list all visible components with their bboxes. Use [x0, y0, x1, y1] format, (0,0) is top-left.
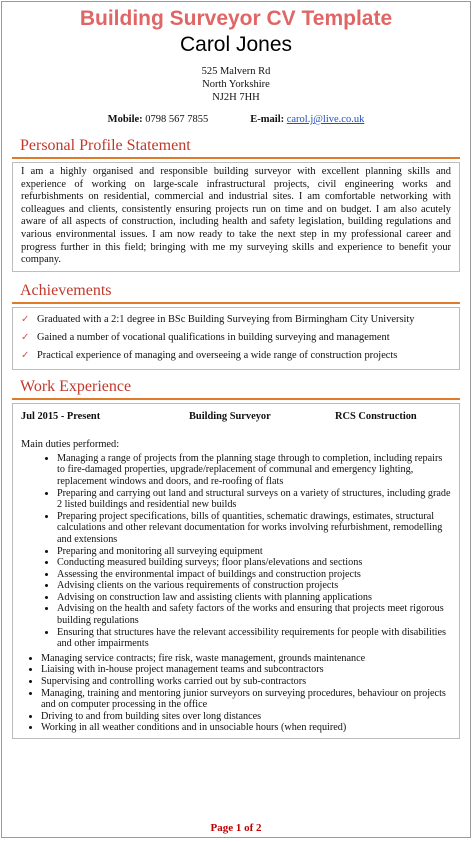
email-link[interactable]: carol.j@live.co.uk	[286, 114, 365, 125]
duty-item: • Advising clients on the various requirements of construction projects	[57, 580, 451, 592]
duty-item: • Managing service contracts; fire risk, waste management, grounds maintenance	[41, 653, 451, 665]
contact-row	[2, 113, 470, 126]
checkmark-icon: ✓	[21, 331, 30, 343]
duty-item: • Working in all weather conditions and in unsociable hours (when required)	[41, 722, 451, 734]
duties-list-secondary	[21, 653, 451, 734]
address-line-2: North Yorkshire	[202, 79, 270, 90]
profile-text: I am a highly organised and responsible building surveyor with excellent planning skills and experience of working on large-scale infrastructural projects, civil engineering works and refurbishments on residential, commercial and industrial sites. I am comfortable networking with colleagues and clients, consistently ensuring projects run on time and on budget. I am also acutely aware of all aspects of construction, including health and safety legislation, building regulations and various environmental issues. I am now ready to take the next step in my professional career and progress further in this field; bringing with me my surveying skills and experience to benefit your company.	[21, 166, 451, 266]
duties-list	[21, 453, 451, 650]
achievements-box	[12, 307, 460, 370]
achievement-item	[21, 311, 451, 329]
achievement-item	[21, 329, 451, 347]
mobile-number: 0798 567 7855	[145, 114, 209, 125]
job-company: RCS Construction	[335, 410, 417, 422]
duty-item: • Preparing and monitoring all surveying equipment	[57, 546, 451, 558]
duty-item: • Advising on the health and safety factors of the works and ensuring that projects meet rigorous building regulations	[57, 603, 451, 626]
achievement-text: Graduated with a 2:1 degree in BSc Building Surveying from Birmingham City University	[37, 313, 415, 325]
duties-label: Main duties performed:	[21, 438, 120, 450]
work-heading: Work Experience	[12, 377, 460, 400]
address-line-1: 525 Malvern Rd	[201, 66, 271, 77]
achievement-text: Gained a number of vocational qualifications in building surveying and management	[37, 331, 390, 343]
duty-item: • Managing a range of projects from the planning stage through to completion, including repairs to fire-damaged properties, upgrade/replacement of communal and emergency lighting, replacement windows and doors, and re-roofing of flats	[57, 453, 451, 488]
checkmark-icon: ✓	[21, 349, 30, 361]
duty-item: • Driving to and from building sites over long distances	[41, 711, 451, 723]
duty-item: • Preparing and carrying out land and structural surveys on a variety of structures, including grade 2 listed buildings and residential new builds	[57, 488, 451, 511]
duty-item: • Ensuring that structures have the relevant accessibility requirements for people with disabilities and other impairments	[57, 627, 451, 650]
achievement-item	[21, 347, 451, 365]
duty-item: • Assessing the environmental impact of buildings and construction projects	[57, 569, 451, 581]
duty-item: • Managing, training and mentoring junior surveyors on surveying procedures, behaviour on projects and on computer processing in the office	[41, 688, 451, 711]
duty-item: • Advising on construction law and assisting clients with planning applications	[57, 592, 451, 604]
mobile-label: Mobile:	[107, 114, 143, 125]
job-header	[21, 410, 451, 424]
cv-page	[1, 1, 471, 838]
email-contact	[250, 113, 364, 126]
job-title: Building Surveyor	[189, 410, 271, 422]
job-dates: Jul 2015 - Present	[21, 410, 101, 422]
duty-item: • Supervising and controlling works carried out by sub-contractors	[41, 676, 451, 688]
page-number: Page 1 of 2	[210, 822, 262, 834]
email-label: E-mail:	[250, 114, 285, 125]
duty-item: • Liaising with in-house project management teams and subcontractors	[41, 664, 451, 676]
profile-heading: Personal Profile Statement	[12, 136, 460, 159]
profile-box	[12, 162, 460, 272]
work-box	[12, 403, 460, 739]
document-title: Building Surveyor CV Template	[79, 7, 393, 30]
candidate-name: Carol Jones	[179, 33, 293, 56]
achievements-list	[13, 308, 459, 369]
mobile-contact	[108, 113, 209, 126]
address-line-3: NJ2H 7HH	[212, 92, 260, 103]
checkmark-icon: ✓	[21, 313, 30, 325]
achievements-heading: Achievements	[12, 281, 460, 304]
duty-item: • Conducting measured building surveys; floor plans/elevations and sections	[57, 557, 451, 569]
achievement-text: Practical experience of managing and overseeing a wide range of construction projects	[37, 349, 398, 361]
duty-item: • Preparing project specifications, bills of quantities, schematic drawings, estimates, structural calculations and other relevant documentation for works involving refurbishment, remodelling and extensions	[57, 511, 451, 546]
